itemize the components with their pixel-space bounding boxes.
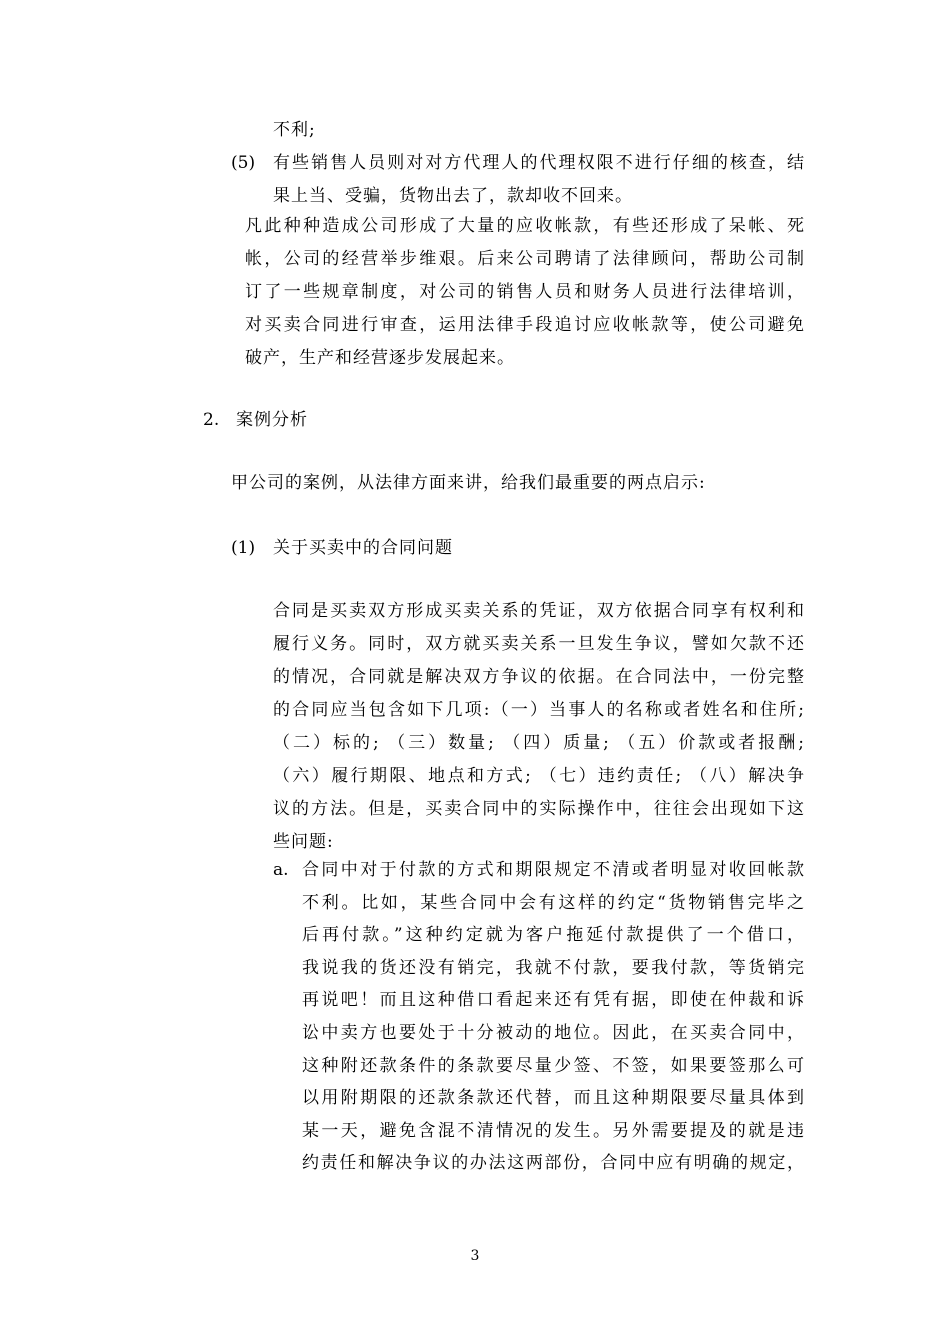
item-a-line: 不利。比如，某些合同中会有这样的约定“货物销售完毕之 (302, 892, 805, 913)
section2-title: 案例分析 (236, 410, 308, 430)
contract-line: （六）履行期限、地点和方式; （七）违约责任; （八）解决争 (273, 766, 805, 786)
item-a-line: 讼中卖方也要处于十分被动的地位。因此，在买卖合同中， (302, 1022, 805, 1043)
item-a-line: 以用附期限的还款条款还代替，而且这种期限要尽量具体到 (302, 1088, 805, 1109)
item5-line: 有些销售人员则对对方代理人的代理权限不进行仔细的核查，结 (273, 153, 805, 173)
summary-line: 凡此种种造成公司形成了大量的应收帐款，有些还形成了呆帐、死 (245, 216, 805, 236)
page-number: 3 (470, 1248, 480, 1264)
contract-line: 议的方法。但是，买卖合同中的实际操作中，往往会出现如下这 (273, 799, 805, 819)
item4-tail: 不利; (273, 120, 316, 140)
item5-line: 果上当、受骗，货物出去了，款却收不回来。 (273, 186, 633, 206)
contract-line: 的情况，合同就是解决双方争议的依据。在合同法中，一份完整 (273, 667, 805, 687)
summary-paragraph (245, 210, 805, 375)
item-a-line: 约责任和解决争议的办法这两部份，合同中应有明确的规定， (302, 1153, 805, 1174)
sub1-label: (1) (231, 538, 256, 558)
contract-line: 些问题: (273, 832, 334, 852)
item-a-line: 合同中对于付款的方式和期限规定不清或者明显对收回帐款 (302, 860, 805, 880)
contract-line: （二）标的; （三）数量; （四）质量; （五）价款或者报酬; (273, 733, 805, 753)
contract-line: 的合同应当包含如下几项:（一）当事人的名称或者姓名和住所; (273, 700, 805, 720)
summary-line: 订了一些规章制度，对公司的销售人员和财务人员进行法律培训， (245, 282, 805, 302)
item-a-line: 我说我的货还没有销完，我就不付款，要我付款，等货销完 (302, 957, 805, 978)
summary-line: 帐，公司的经营举步维艰。后来公司聘请了法律顾问，帮助公司制 (245, 249, 805, 269)
item-a-line: 这种附还款条件的条款要尽量少签、不签，如果要签那么可 (302, 1055, 805, 1076)
section2-number: 2. (203, 410, 220, 430)
item-a-text (302, 854, 805, 1180)
summary-line: 破产，生产和经营逐步发展起来。 (245, 348, 515, 368)
contract-line: 履行义务。同时，双方就买卖关系一旦发生争议，譬如欠款不还 (273, 634, 805, 654)
item5-label: (5) (231, 153, 256, 173)
sub1-title: 关于买卖中的合同问题 (273, 538, 453, 558)
item5-text (273, 147, 805, 213)
item-a-line: 后再付款。”这种约定就为客户拖延付款提供了一个借口， (302, 925, 805, 946)
contract-line: 合同是买卖双方形成买卖关系的凭证，双方依据合同享有权利和 (273, 601, 805, 621)
item-a-line: 某一天，避免含混不清情况的发生。另外需要提及的就是违 (302, 1120, 805, 1141)
intro-text: 甲公司的案例，从法律方面来讲，给我们最重要的两点启示: (231, 473, 706, 493)
item-a-line: 再说吧！而且这种借口看起来还有凭有据，即使在仲裁和诉 (302, 990, 805, 1011)
summary-line: 对买卖合同进行审查，运用法律手段追讨应收帐款等，使公司避免 (245, 315, 805, 335)
item-a-label: a. (273, 860, 289, 880)
contract-paragraph (273, 595, 805, 859)
